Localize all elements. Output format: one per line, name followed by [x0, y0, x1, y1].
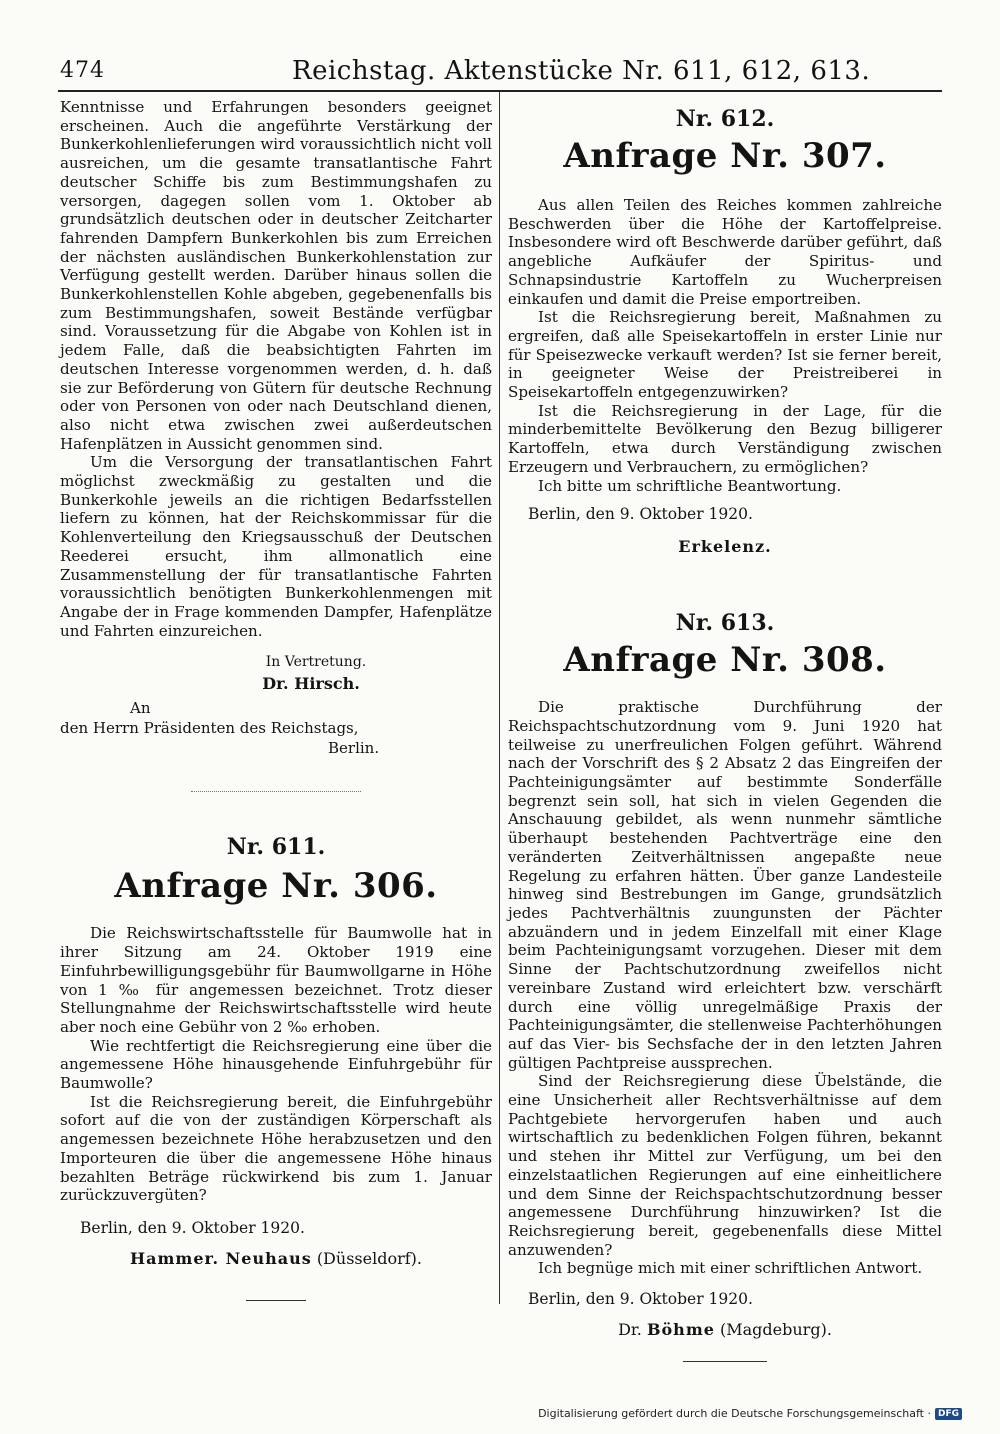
nr-611-heading: Nr. 611.: [226, 834, 326, 861]
anfrage-306-heading: Anfrage Nr. 306.: [114, 866, 438, 907]
digitization-credit: [538, 1407, 962, 1420]
anfrage-308-signer-place: (Magdeburg).: [720, 1320, 832, 1340]
anfrage-307-paragraph-1: Aus allen Teilen des Reiches kommen zahlreiche Beschwerden über die Höhe der Kartoffelpreise. Insbesondere wird oft Beschwerde darüber geführt, daß angebliche Aufkäufer der Spiritus- und Schnapsindustrie Kartoffeln zu Wucherpreisen einkaufen und damit die Preise emportreiben.: [508, 196, 942, 308]
address-recipient: den Herrn Präsidenten des Reichstags,: [60, 719, 359, 738]
anfrage-307-paragraph-3: Ist die Reichsregierung in der Lage, für die minderbemittelte Bevölkerung den Bezug billigerer Kartoffeln, etwa durch Verständigung zwischen Erzeugern und Verbrauchern, zu ermöglichen?: [508, 401, 942, 476]
supply-paragraph: Um die Versorgung der transatlantischen Fahrt möglichst zweckmäßig zu gestalten und die Bunkerkohle jeweils an die richtigen Bedarfsstellen liefern zu können, hat der Reichskommissar für die Kohlenverteilung den Kriegsausschuß der Deutschen Reederei ersucht, ihm allmonatlich eine Zusammenstellung der für transatlantische Fahrten voraussichtlich benötigten Bunkerkohlenmengen mit Angabe der in Frage kommenden Dampfer, Hafenplätze und Fahrten einzureichen.: [60, 453, 492, 640]
anfrage-306-paragraph-1: Die Reichswirtschaftsstelle für Baumwolle hat in ihrer Sitzung am 24. Oktober 1919 eine Einfuhrbewilligungsgebühr für Baumwollgarne in Höhe von 1 ‰ für angemessen bezeichnet. Trotz dieser Stellungnahme der Reichswirtschaftsstelle wird heute aber noch eine Gebühr von 2 ‰ erhoben.: [60, 924, 492, 1036]
address-an: An: [130, 699, 151, 718]
running-title: Reichstag. Aktenstücke Nr. 611, 612, 613.: [292, 56, 871, 86]
credit-text: Digitalisierung gefördert durch die Deutsche Forschungsgemeinschaft ·: [538, 1407, 931, 1420]
section-separator: [191, 791, 361, 792]
anfrage-306-paragraph-2: Wie rechtfertigt die Reichsregierung eine über die angemessene Höhe hinausgehende Einfuhrgebühr für Baumwolle?: [60, 1036, 492, 1093]
in-vertretung: In Vertretung.: [265, 654, 367, 671]
column-divider: [499, 92, 500, 1304]
anfrage-306-signature: [60, 1249, 492, 1268]
anfrage-308-date: Berlin, den 9. Oktober 1920.: [528, 1290, 753, 1309]
end-rule-right: [683, 1361, 767, 1362]
anfrage-307-paragraph-2: Ist die Reichsregierung bereit, Maßnahmen zu ergreifen, daß alle Speisekartoffeln in erster Linie nur für Speisezwecke verkauft werden? Ist sie ferner bereit, in geeigneter Weise der Preistreiberei in Speisekartoffeln entgegenzuwirken?: [508, 308, 942, 402]
page-header: [60, 58, 940, 92]
anfrage-307-paragraph-4: Ich bitte um schriftliche Beantwortung.: [538, 476, 842, 495]
header-rule: [58, 90, 942, 92]
anfrage-307-heading: Anfrage Nr. 307.: [563, 136, 887, 176]
right-column: [508, 98, 942, 1362]
anfrage-308-heading: Anfrage Nr. 308.: [563, 640, 887, 681]
anfrage-308-signer-title: Dr.: [618, 1320, 642, 1340]
anfrage-308-paragraph-3: Ich begnüge mich mit einer schriftlichen Antwort.: [538, 1259, 923, 1278]
dfg-logo-icon: DFG: [935, 1408, 962, 1420]
anfrage-307-signature: [508, 537, 942, 556]
anfrage-306-paragraph-3: Ist die Reichsregierung bereit, die Einfuhrgebühr sofort auf die von der zuständigen Körperschaft als angemessen bezeichnete Höhe herabzusetzen und den Importeuren die über die angemessene Höhe hinaus bezahlten Beträge rückwirkend bis zum 1. Januar zurückzuvergüten?: [60, 1092, 492, 1205]
anfrage-306-signers: Hammer. Neuhaus: [130, 1248, 312, 1268]
address-city: Berlin.: [328, 739, 380, 758]
page-number: 474: [60, 58, 105, 83]
anfrage-306-signer-place: (Düsseldorf).: [316, 1248, 422, 1268]
left-column: [60, 98, 492, 1301]
anfrage-308-paragraph-2: Sind der Reichsregierung diese Übelstände, die eine Unsicherheit aller Rechtsverhältnisse auf dem Pachtgebiete hervorgerufen haben und auch wirtschaftlich zu bedenklichen Folgen führen, bekannt und stehen ihr Mittel zur Verfügung, um bei den einzelstaatlichen Regierungen auf eine einheitlichere und dem Sinne der Reichspachtschutzordnung besser angemessene Durchführung hinzuwirken? Ist die Reichsregierung bereit, gegebenenfalls diese Mittel anzuwenden?: [508, 1072, 942, 1259]
end-rule-left: [246, 1300, 306, 1301]
signer-hirsch: Dr. Hirsch.: [262, 674, 360, 694]
nr-613-heading: Nr. 613.: [675, 610, 775, 637]
continuation-paragraph: Kenntnisse und Erfahrungen besonders geeignet erscheinen. Auch die angeführte Verstärkung der Bunkerkohlenlieferungen wird voraussichtlich nicht voll ausreichen, um die gesamte transatlantische Fahrt deutscher Schiffe bis zum Bestimmungshafen zu versorgen, dagegen sollen vom 1. Oktober ab grundsätzlich deutschen oder in deutscher Zeitcharter fahrenden Dampfern Bunkerkohlen bis zum Erreichen der nächsten ausländischen Bunkerkohlenstation zur Verfügung gestellt werden. Darüber hinaus sollen die Bunkerkohlenstellen Kohle abgeben, gegebenenfalls bis zum Bestimmungshafen, soweit Bestände verfügbar sind. Voraussetzung für die Abgabe von Kohlen ist in jedem Falle, daß die beabsichtigten Fahrten im deutschen Interesse vorgenommen werden, d. h. daß sie zur Beförderung von Gütern für deutsche Rechnung oder von Personen von oder nach Deutschland dienen, also nicht etwa zwischen zwei außerdeutschen Hafenplätzen in Aussicht genommen sind.: [60, 98, 492, 453]
anfrage-308-paragraph-1: Die praktische Durchführung der Reichspachtschutzordnung vom 9. Juni 1920 hat teilweise zu unerfreulichen Folgen geführt. Während nach der Vorschrift des § 2 Absatz 2 das Eingreifen der Pachteinigungsämter auf bestimmte Sonderfälle begrenzt sein soll, hat sich in vielen Gegenden die Anschauung gebildet, als wenn nunmehr sämtliche überhaupt bestehenden Pachtverträge eine den veränderten Zeitverhältnissen angepaßte neue Regelung zu erfahren hätten. Über ganze Landesteile hinweg sind Bestrebungen im Gange, grundsätzlich jedes Pachtverhältnis zuungunsten der Pächter abzuändern und in jedem Einzelfall mit einer Klage beim Pachteinigungsamt vorzugehen. Dieser mit dem Sinne der Pachtschutzordnung zweifellos nicht vereinbare Zustand wird erleichtert bzw. verschärft durch eine völlig unregelmäßige Praxis der Pachteinigungsämter, die stellenweise Pachterhöhungen auf das Vier- bis Sechsfache der in den letzten Jahren gültigen Pachtpreise aussprechen.: [508, 698, 942, 1072]
anfrage-306-date: Berlin, den 9. Oktober 1920.: [80, 1218, 305, 1237]
anfrage-308-signature: [508, 1320, 942, 1339]
anfrage-307-signer: Erkelenz.: [678, 537, 772, 557]
anfrage-308-signer: Böhme: [646, 1320, 715, 1340]
anfrage-307-date: Berlin, den 9. Oktober 1920.: [528, 505, 753, 524]
nr-612-heading: Nr. 612.: [675, 106, 775, 132]
